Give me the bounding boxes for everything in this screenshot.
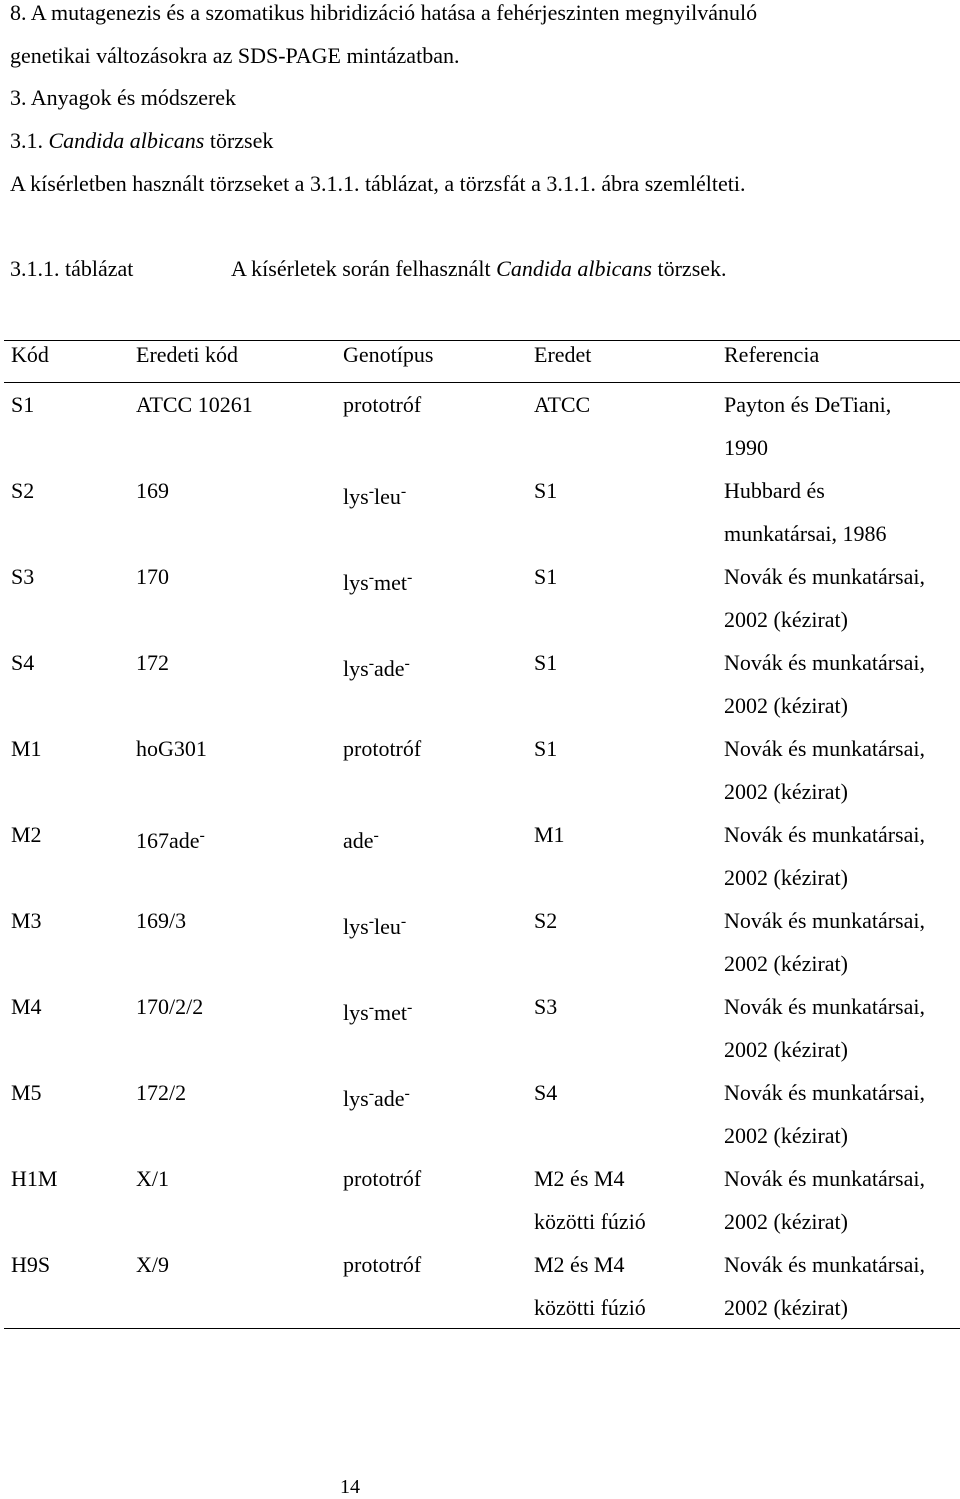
referencia-line-1: Novák és munkatársai, [724,994,925,1019]
column-header: Genotípus [343,342,434,367]
cell-kod: S4 [11,650,35,675]
referencia-line-2: 2002 (kézirat) [724,779,848,804]
cell-eredet [534,985,724,1071]
referencia-line-1: Hubbard és [724,478,825,503]
section-title: 3. Anyagok és módszerek [10,85,237,110]
cell-eredeti-kod: hoG301 [136,736,207,761]
cell-referencia [724,641,960,727]
referencia-line-2: munkatársai, 1986 [724,521,887,546]
table-row [0,1071,960,1157]
cell-kod: M2 [11,822,42,847]
cell-referencia [724,383,960,469]
column-header: Kód [11,342,49,367]
cell-kod: M3 [11,908,42,933]
table-row [0,469,960,555]
referencia-line-2: 2002 (kézirat) [724,1037,848,1062]
cell-referencia [724,1071,960,1157]
heading-line-1: 8. A mutagenezis és a szomatikus hibridizáció hatása a fehérjeszinten megnyilvánuló [10,0,758,25]
cell-kod: S1 [11,392,35,417]
table-row [0,813,960,899]
cell-eredeti-kod: 169/3 [136,908,187,933]
cell-eredet [534,555,724,641]
referencia-line-2: 1990 [724,435,768,460]
eredet-line-1: S1 [534,478,558,503]
cell-eredeti-kod: 172 [136,650,169,675]
cell-eredet [534,1157,724,1243]
caption-text-before: A kísérletek során felhasznált [231,256,491,281]
subsection-rest: törzsek [209,128,274,153]
cell-kod: H1M [11,1166,58,1191]
cell-referencia [724,899,960,985]
cell-genotipus: prototróf [343,736,422,761]
eredet-line-1: M2 és M4 [534,1166,625,1191]
referencia-line-1: Novák és munkatársai, [724,1252,925,1277]
table-row [0,985,960,1071]
cell-eredet [534,727,724,813]
cell-genotipus: lys-ade- [343,655,410,681]
page-number: 14 [340,1476,360,1498]
cell-eredeti-kod: 170 [136,564,169,589]
referencia-line-2: 2002 (kézirat) [724,951,848,976]
table-row [0,899,960,985]
referencia-line-1: Novák és munkatársai, [724,822,925,847]
cell-eredeti-kod: 167ade- [136,827,205,853]
cell-genotipus: prototróf [343,1252,422,1277]
table-caption-label: 3.1.1. táblázat [10,256,134,281]
subsection-title [10,128,273,154]
referencia-line-1: Novák és munkatársai, [724,1080,925,1105]
cell-eredet [534,813,724,899]
cell-eredet [534,469,724,555]
cell-referencia [724,555,960,641]
eredet-line-1: M2 és M4 [534,1252,625,1277]
cell-referencia [724,469,960,555]
referencia-line-2: 2002 (kézirat) [724,693,848,718]
eredet-line-1: S1 [534,650,558,675]
eredet-line-1: S1 [534,736,558,761]
cell-eredet [534,641,724,727]
table-row [0,383,960,469]
referencia-line-2: 2002 (kézirat) [724,865,848,890]
cell-eredet [534,899,724,985]
eredet-line-1: ATCC [534,392,591,417]
table-row [0,641,960,727]
cell-eredeti-kod: ATCC 10261 [136,392,253,417]
referencia-line-2: 2002 (kézirat) [724,1123,848,1148]
cell-kod: M1 [11,736,42,761]
referencia-line-1: Novák és munkatársai, [724,1166,925,1191]
table-row [0,1243,960,1329]
referencia-line-2: 2002 (kézirat) [724,1209,848,1234]
cell-kod: M5 [11,1080,42,1105]
referencia-line-1: Novák és munkatársai, [724,908,925,933]
cell-referencia [724,1157,960,1243]
cell-referencia [724,985,960,1071]
column-header: Referencia [724,342,820,367]
table-row [0,727,960,813]
cell-eredeti-kod: X/1 [136,1166,169,1191]
column-header: Eredeti kód [136,342,239,367]
referencia-line-1: Novák és munkatársai, [724,650,925,675]
subsection-number: 3.1. [10,128,43,153]
cell-genotipus: lys-met- [343,569,413,595]
cell-kod: S2 [11,478,35,503]
cell-genotipus: lys-leu- [343,483,407,509]
cell-eredet [534,383,724,469]
eredet-line-1: S1 [534,564,558,589]
cell-eredeti-kod: 170/2/2 [136,994,204,1019]
cell-genotipus: prototróf [343,1166,422,1191]
subsection-species: Candida albicans [48,128,205,153]
eredet-line-2: közötti fúzió [534,1209,646,1234]
table-header-row [0,341,960,383]
table-row [0,1157,960,1243]
cell-referencia [724,813,960,899]
heading-line-2: genetikai változásokra az SDS-PAGE mintázatban. [10,43,460,68]
eredet-line-1: S3 [534,994,558,1019]
table-caption-text [231,256,727,282]
cell-eredeti-kod: 172/2 [136,1080,187,1105]
cell-eredeti-kod: 169 [136,478,169,503]
caption-species: Candida albicans [496,256,652,281]
cell-eredeti-kod: X/9 [136,1252,169,1277]
strain-table [0,341,960,1329]
referencia-line-2: 2002 (kézirat) [724,607,848,632]
eredet-line-1: S2 [534,908,558,933]
cell-genotipus: lys-met- [343,999,413,1025]
column-header: Eredet [534,342,592,367]
cell-genotipus: ade- [343,827,379,853]
eredet-line-2: közötti fúzió [534,1295,646,1320]
cell-kod: M4 [11,994,42,1019]
cell-genotipus: prototróf [343,392,422,417]
cell-genotipus: lys-leu- [343,913,407,939]
cell-kod: S3 [11,564,35,589]
cell-referencia [724,727,960,813]
eredet-line-1: M1 [534,822,565,847]
referencia-line-1: Novák és munkatársai, [724,736,925,761]
referencia-line-1: Novák és munkatársai, [724,564,925,589]
cell-kod: H9S [11,1252,51,1277]
cell-referencia [724,1243,960,1329]
table-row [0,555,960,641]
eredet-line-1: S4 [534,1080,558,1105]
caption-text-after: törzsek. [657,256,727,281]
referencia-line-2: 2002 (kézirat) [724,1295,848,1320]
referencia-line-1: Payton és DeTiani, [724,392,892,417]
table-body [0,383,960,1329]
cell-genotipus: lys-ade- [343,1085,410,1111]
intro-paragraph: A kísérletben használt törzseket a 3.1.1. táblázat, a törzsfát a 3.1.1. ábra szemlélteti. [10,171,746,196]
cell-eredet [534,1071,724,1157]
cell-eredet [534,1243,724,1329]
